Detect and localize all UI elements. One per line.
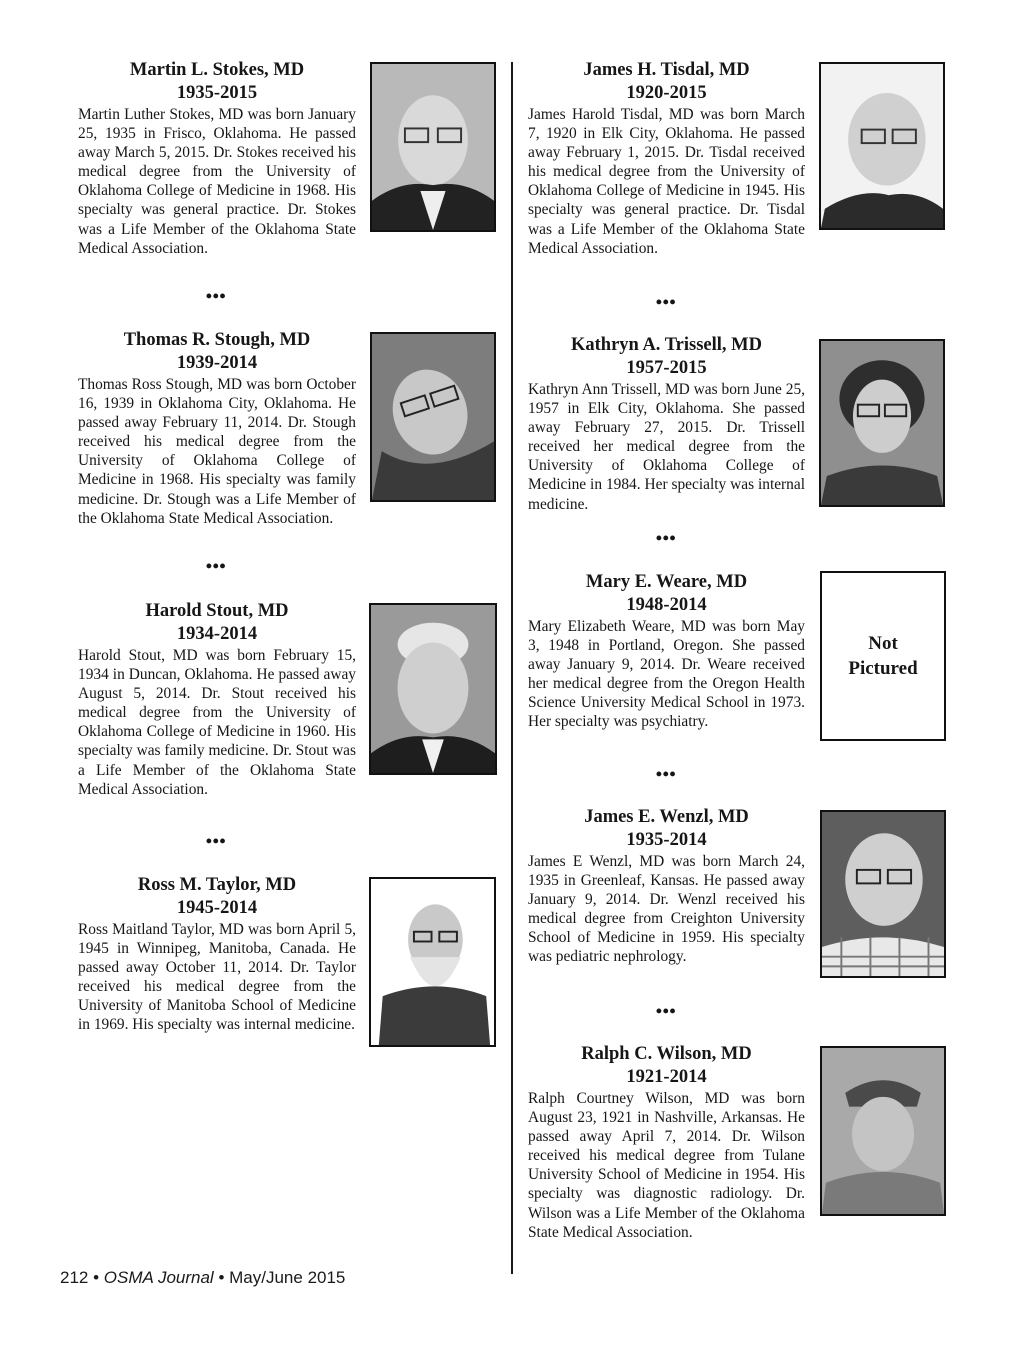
obituary-bio: Ross Maitland Taylor, MD was born April 5, 1945 in Winnipeg, Manitoba, Canada. He passed away October 11, 2014. Dr. Taylor received his medical degree from the University of Manitoba School of Medicine in 1969. His specialty was internal medicine. bbox=[78, 921, 356, 1034]
entry-separator: ••• bbox=[655, 292, 677, 312]
obituary-bio: Kathryn Ann Trissell, MD was born June 25, 1957 in Elk City, Oklahoma. She passed away February 27, 2015. Dr. Trissell received her medical degree from the University of Oklahoma College of Medicine in 1984. Her specialty was internal medicine. bbox=[528, 381, 805, 513]
obituary-name: Ross M. Taylor, MD bbox=[137, 875, 297, 895]
entry-separator: ••• bbox=[205, 286, 227, 306]
portrait-photo-trissell bbox=[819, 339, 945, 507]
obituary-bio: Ralph Courtney Wilson, MD was born August 23, 1921 in Nashville, Arkansas. He passed away April 7, 2014. Dr. Wilson received his medical degree from Tulane University School of Medicine in 1954. His specialty was diagnostic radiology. Dr. Wilson was a Life Member of the Oklahoma State Medical Association. bbox=[528, 1090, 805, 1241]
obituary-name: Ralph C. Wilson, MD bbox=[581, 1044, 752, 1064]
obituary-stough bbox=[78, 329, 356, 528]
obituary-bio: James Harold Tisdal, MD was born March 7, 1920 in Elk City, Oklahoma. He passed away February 1, 2015. Dr. Tisdal received his medical degree from the University of Oklahoma College of Medicine in 1945. His specialty was general practice. Dr. Tisdal was a Life Member of the Oklahoma State Medical Association. bbox=[528, 106, 805, 257]
obituary-bio: James E Wenzl, MD was born March 24, 1935 in Greenleaf, Kansas. He passed away January 9, 2014. Dr. Wenzl received his medical degree from Creighton University School of Medicine in 1959. His specialty was pediatric nephrology. bbox=[528, 853, 805, 966]
not-pictured-box bbox=[820, 571, 946, 741]
obituary-stout bbox=[78, 600, 356, 799]
obituary-bio: Thomas Ross Stough, MD was born October 16, 1939 in Oklahoma City, Oklahoma. He passed away February 11, 2014. Dr. Stough received his medical degree from the University of Oklahoma College of Medicine in 1968. His specialty was family medicine. Dr. Stough was a Life Member of the Oklahoma State Medical Association. bbox=[78, 376, 356, 527]
obituary-years: 1921-2014 bbox=[626, 1067, 707, 1087]
entry-separator: ••• bbox=[205, 556, 227, 576]
not-pictured-text: Pictured bbox=[848, 658, 918, 679]
not-pictured-text: Not bbox=[868, 633, 898, 654]
portrait-photo-wenzl bbox=[820, 810, 946, 978]
obituary-wilson bbox=[528, 1043, 805, 1242]
portrait-photo-taylor bbox=[369, 877, 496, 1047]
obituary-trissell bbox=[528, 334, 805, 514]
obituary-years: 1920-2015 bbox=[626, 83, 707, 103]
obituary-stokes bbox=[78, 59, 356, 258]
obituary-bio: Mary Elizabeth Weare, MD was born May 3, 1948 in Portland, Oregon. She passed away January 9, 2014. Dr. Weare received her medical degree from the Oregon Health Science University Medical School in 1973. Her specialty was psychiatry. bbox=[528, 618, 805, 731]
portrait-photo-stout bbox=[369, 603, 497, 775]
obituary-bio: Harold Stout, MD was born February 15, 1934 in Duncan, Oklahoma. He passed away August 5, 2014. Dr. Stout received his medical degree from the University of Oklahoma College of Medicine in 1960. His specialty was family medicine. Dr. Stout was a Life Member of the Oklahoma State Medical Association. bbox=[78, 647, 356, 798]
obituary-years: 1935-2015 bbox=[176, 83, 258, 103]
entry-separator: ••• bbox=[205, 831, 227, 851]
footer-bullet: • bbox=[93, 1268, 100, 1287]
entry-separator: ••• bbox=[655, 528, 677, 548]
portrait-photo-stokes bbox=[370, 62, 496, 232]
obituary-tisdal bbox=[528, 59, 805, 258]
obituary-wenzl bbox=[528, 806, 805, 967]
portrait-photo-stough bbox=[370, 332, 496, 502]
portrait-photo-tisdal bbox=[819, 62, 945, 230]
obituary-years: 1934-2014 bbox=[176, 624, 258, 644]
obituary-years: 1935-2014 bbox=[626, 830, 707, 850]
footer-bullet: • bbox=[218, 1268, 225, 1287]
obituary-bio: Martin Luther Stokes, MD was born January 25, 1935 in Frisco, Oklahoma. He passed away March 5, 2015. Dr. Stokes received his medical degree from the University of Oklahoma College of Medicine in 1968. His specialty was general practice. Dr. Stokes was a Life Member of the Oklahoma State Medical Association. bbox=[78, 106, 356, 257]
obituary-years: 1957-2015 bbox=[626, 358, 707, 378]
obituary-weare bbox=[528, 571, 805, 732]
obituary-name: Harold Stout, MD bbox=[145, 601, 289, 621]
obituary-name: Mary E. Weare, MD bbox=[585, 572, 748, 592]
page-footer bbox=[60, 1268, 345, 1288]
issue-date: May/June 2015 bbox=[229, 1268, 346, 1287]
entry-separator: ••• bbox=[655, 1001, 677, 1021]
page-number: 212 bbox=[60, 1268, 89, 1287]
entry-separator: ••• bbox=[655, 764, 677, 784]
journal-name: OSMA Journal bbox=[103, 1268, 214, 1287]
obituary-name: Martin L. Stokes, MD bbox=[129, 60, 305, 80]
portrait-photo-wilson bbox=[820, 1046, 946, 1216]
obituary-name: James H. Tisdal, MD bbox=[583, 60, 750, 80]
obituary-years: 1948-2014 bbox=[626, 595, 707, 615]
obituary-name: Thomas R. Stough, MD bbox=[123, 330, 311, 350]
obituary-name: James E. Wenzl, MD bbox=[584, 807, 749, 827]
obituary-taylor bbox=[78, 874, 356, 1035]
obituary-years: 1939-2014 bbox=[176, 353, 258, 373]
obituary-years: 1945-2014 bbox=[176, 898, 258, 918]
obituary-name: Kathryn A. Trissell, MD bbox=[571, 335, 762, 355]
column-divider bbox=[511, 62, 513, 1274]
